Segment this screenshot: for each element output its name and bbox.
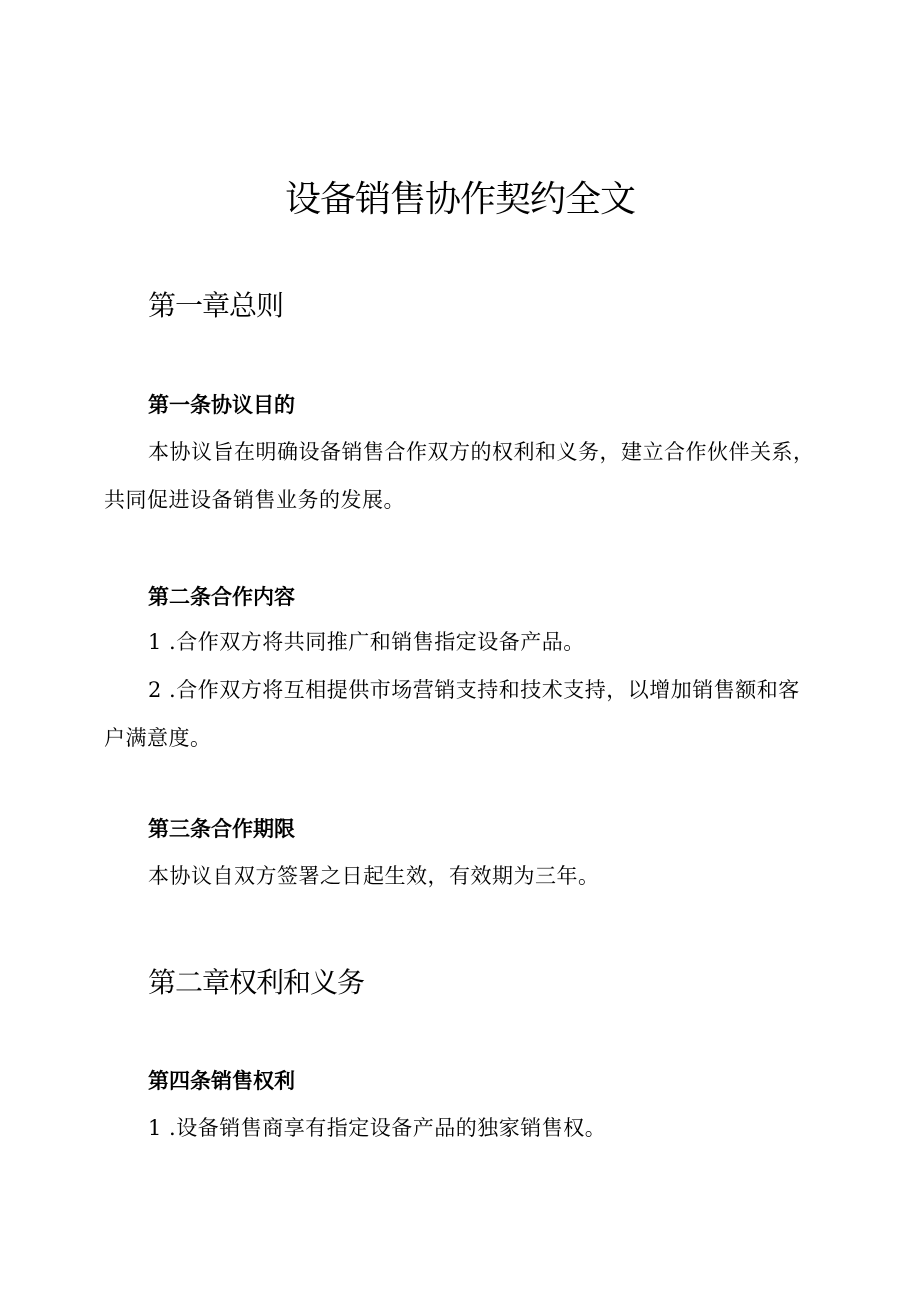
chapter-heading-1: 第一章总则 [148, 289, 284, 322]
article-2-item-2: 2 .合作双方将互相提供市场营销支持和技术支持，以增加销售额和客户满意度。 [104, 678, 800, 750]
chapter-heading-2: 第二章权利和义务 [148, 966, 365, 999]
article-heading-2: 第二条合作内容 [148, 585, 295, 609]
article-1-text: 本协议旨在明确设备销售合作双方的权利和义务，建立合作伙伴关系，共同促进设备销售业务的发展。 [104, 440, 815, 512]
article-4-item-1: 1 .设备销售商享有指定设备产品的独家销售权。 [148, 1116, 607, 1140]
article-2-item-1: 1 .合作双方将共同推广和销售指定设备产品。 [148, 630, 585, 654]
article-3-text: 本协议自双方签署之日起生效，有效期为三年。 [148, 864, 600, 888]
document-title: 设备销售协作契约全文 [284, 179, 635, 220]
article-heading-1: 第一条协议目的 [148, 393, 295, 417]
article-heading-4: 第四条销售权利 [148, 1069, 295, 1093]
article-heading-3: 第三条合作期限 [148, 817, 295, 841]
